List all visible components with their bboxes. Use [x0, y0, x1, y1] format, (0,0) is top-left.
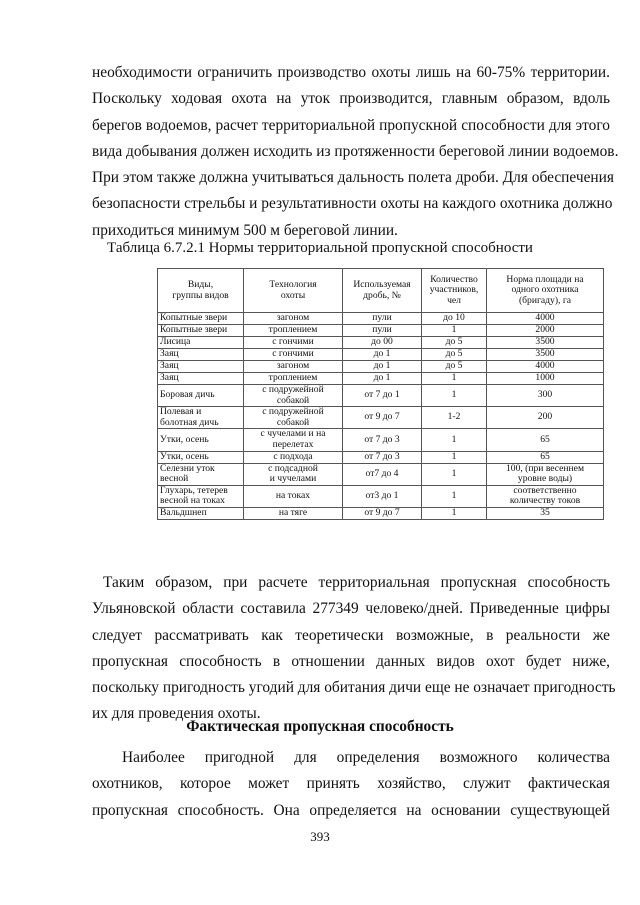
table-cell: соответственно количеству токов — [487, 485, 604, 507]
table-cell: с подружейной собакой — [244, 407, 343, 429]
table-cell: 1 — [422, 463, 487, 485]
table-cell: 1 — [422, 429, 487, 451]
table-cell: Утки, осень — [158, 451, 244, 463]
table-cell: с подружейной собакой — [244, 385, 343, 407]
table-cell: 300 — [487, 385, 604, 407]
text-line: При этом также должна учитываться дальность полета дроби. Для обеспечения — [92, 169, 614, 187]
table-cell: с гончими — [244, 337, 343, 349]
paragraph-3 — [92, 745, 610, 824]
table-row — [158, 337, 604, 349]
norms-table — [157, 268, 604, 520]
table-row — [158, 385, 604, 407]
table-cell: троплением — [244, 325, 343, 337]
table-cell: 100, (при весеннем уровне воды) — [487, 463, 604, 485]
table-cell: 2000 — [487, 325, 604, 337]
table-cell: Глухарь, тетерев весной на токах — [158, 485, 244, 507]
table-cell: Заяц — [158, 361, 244, 373]
table-row — [158, 485, 604, 507]
paragraph-2 — [92, 570, 616, 728]
text-line: их для проведения охоты. — [92, 705, 261, 723]
table-cell: 1 — [422, 385, 487, 407]
table-cell: Заяц — [158, 349, 244, 361]
column-header-participants: Количество участников, чел — [422, 269, 487, 313]
page-number: 393 — [310, 829, 330, 844]
table-cell: 1 — [422, 507, 487, 519]
section-heading: Фактическая пропускная способность — [186, 718, 454, 735]
table-row — [158, 361, 604, 373]
table-cell: 1 — [422, 373, 487, 385]
table-cell: загоном — [244, 313, 343, 325]
table-cell: загоном — [244, 361, 343, 373]
table-cell: на токах — [244, 485, 343, 507]
text-line: берегов водоемов, расчет территориальной пропускной способности для этого — [92, 116, 610, 134]
table-row — [158, 429, 604, 451]
column-header-technology: Технология охоты — [244, 269, 343, 313]
table-cell: 1000 — [487, 373, 604, 385]
text-line: необходимости ограничить производство охоты лишь на 60-75% территории. — [92, 64, 610, 81]
text-line: пропускная способность. Она определяется на основании существующей — [92, 801, 610, 819]
table-row — [158, 463, 604, 485]
table-cell: от 9 до 7 — [343, 407, 422, 429]
table-cell: до 5 — [422, 361, 487, 373]
table-cell: Вальдшнеп — [158, 507, 244, 519]
table-cell: троплением — [244, 373, 343, 385]
text-line: безопасности стрельбы и результативности охоты на каждого охотника должно — [92, 195, 613, 213]
table-row — [158, 349, 604, 361]
table-cell: от 9 до 7 — [343, 507, 422, 519]
table-cell: от3 до 1 — [343, 485, 422, 507]
table-row — [158, 373, 604, 385]
table-cell: от 7 до 1 — [343, 385, 422, 407]
text-line: Таким образом, при расчете территориальная пропускная способность — [92, 574, 610, 591]
text-line: Поскольку ходовая охота на уток производится, главным образом, вдоль — [92, 90, 610, 108]
table-row — [158, 507, 604, 519]
table-cell: пули — [343, 313, 422, 325]
table-cell: до 1 — [343, 373, 422, 385]
paragraph-1 — [92, 60, 619, 244]
table-cell: 3500 — [487, 337, 604, 349]
table-cell: 65 — [487, 451, 604, 463]
table-cell: 1 — [422, 325, 487, 337]
text-line: пропускная способность в отношении данных видов охот будет ниже, — [92, 652, 610, 670]
table-cell: пули — [343, 325, 422, 337]
column-header-area-norm: Норма площади на одного охотника (бригаду), га — [487, 269, 604, 313]
table-cell: с чучелами и на перелетах — [244, 429, 343, 451]
table-cell: 1 — [422, 451, 487, 463]
table-cell: 35 — [487, 507, 604, 519]
table-cell: до 10 — [422, 313, 487, 325]
table-cell: Лисица — [158, 337, 244, 349]
table-cell: Копытные звери — [158, 313, 244, 325]
text-line: охотников, которое может принять хозяйство, служит фактическая — [92, 775, 610, 793]
norms-table-container — [157, 268, 603, 520]
table-cell: 65 — [487, 429, 604, 451]
table-cell: до 1 — [343, 349, 422, 361]
table-cell: 200 — [487, 407, 604, 429]
table-cell: от 7 до 3 — [343, 451, 422, 463]
table-cell: Утки, осень — [158, 429, 244, 451]
table-cell: Копытные звери — [158, 325, 244, 337]
table-row — [158, 313, 604, 325]
table-row — [158, 451, 604, 463]
table-row — [158, 325, 604, 337]
table-header-row — [158, 269, 604, 313]
text-line: приходиться минимум 500 м береговой линии. — [92, 221, 398, 239]
table-row — [158, 407, 604, 429]
table-cell: 3500 — [487, 349, 604, 361]
table-cell: от 7 до 3 — [343, 429, 422, 451]
table-cell: 1-2 — [422, 407, 487, 429]
text-line: вида добывания должен исходить из протяженности береговой линии водоемов. — [92, 142, 619, 160]
column-header-shot: Используемая дробь, № — [343, 269, 422, 313]
table-cell: от7 до 4 — [343, 463, 422, 485]
table-cell: 4000 — [487, 313, 604, 325]
table-cell: с подхода — [244, 451, 343, 463]
column-header-species: Виды, группы видов — [158, 269, 244, 313]
table-cell: до 00 — [343, 337, 422, 349]
table-cell: Боровая дичь — [158, 385, 244, 407]
table-cell: 1 — [422, 485, 487, 507]
table-cell: на тяге — [244, 507, 343, 519]
text-line: Ульяновской области составила 277349 человеко/дней. Приведенные цифры — [92, 600, 610, 618]
table-cell: до 5 — [422, 337, 487, 349]
table-caption: Таблица 6.7.2.1 Нормы территориальной пропускной способности — [107, 240, 533, 256]
table-cell: Полевая и болотная дичь — [158, 407, 244, 429]
text-line: следует рассматривать как теоретически возможные, в реальности же — [92, 626, 610, 644]
table-cell: Заяц — [158, 373, 244, 385]
table-cell: Селезни уток весной — [158, 463, 244, 485]
table-cell: до 5 — [422, 349, 487, 361]
table-cell: 4000 — [487, 361, 604, 373]
table-body — [158, 313, 604, 520]
text-line: Наиболее пригодной для определения возможного количества — [122, 749, 610, 766]
table-cell: с подсадной и чучелами — [244, 463, 343, 485]
table-cell: с гончими — [244, 349, 343, 361]
table-cell: до 1 — [343, 361, 422, 373]
text-line: поскольку пригодность угодий для обитания дичи еще не означает пригодность — [92, 679, 616, 697]
